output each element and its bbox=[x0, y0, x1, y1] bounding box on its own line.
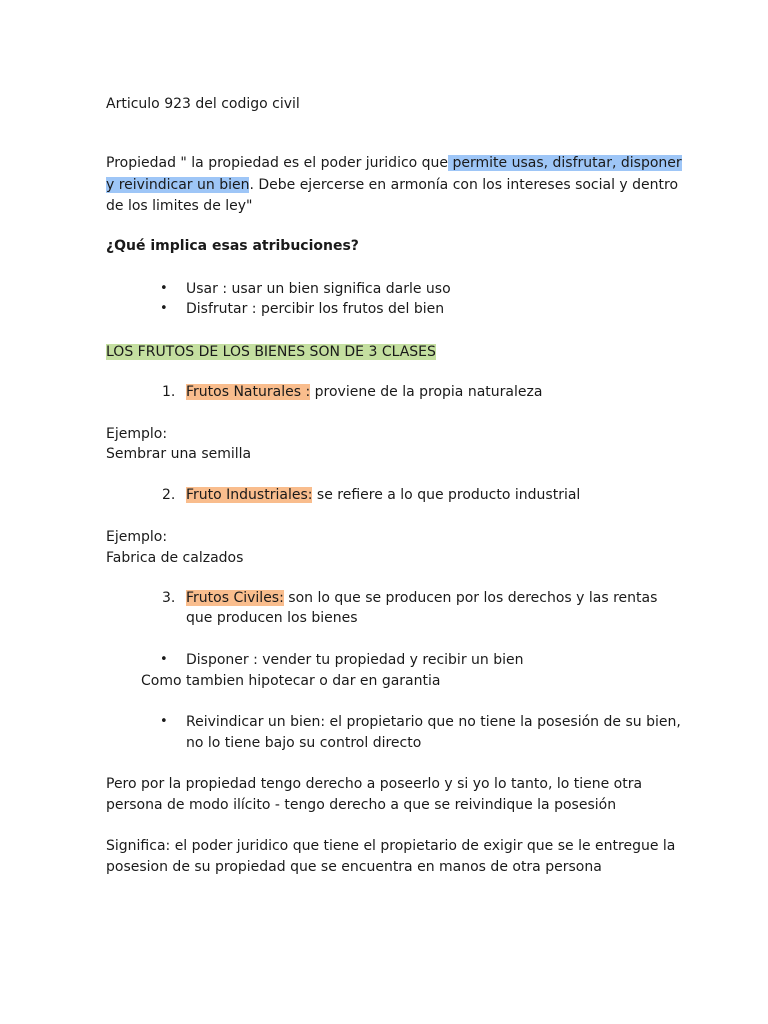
bullet-disfrutar: Disfrutar : percibir los frutos del bien bbox=[186, 301, 445, 317]
definition-suffix: . Debe ejercerse en armonía con los intereses social y dentro bbox=[249, 177, 679, 193]
definition-prefix: Propiedad " la propiedad es el poder juridico que bbox=[106, 155, 449, 171]
fruit-text: proviene de la propia naturaleza bbox=[310, 384, 543, 400]
bullet-reivindicar-cont: no lo tiene bajo su control directo bbox=[186, 735, 422, 751]
bullet-marker: • bbox=[160, 301, 168, 316]
bullet-marker: • bbox=[160, 714, 168, 729]
bullet-marker: • bbox=[160, 652, 168, 667]
bullet-disponer: Disponer : vender tu propiedad y recibir un bien bbox=[186, 652, 524, 668]
definition-highlight-2: y reivindicar un bien bbox=[106, 177, 250, 193]
fruit-number: 3. bbox=[162, 590, 176, 606]
bullet-usar: Usar : usar un bien significa darle uso bbox=[186, 281, 451, 297]
example-label: Ejemplo: bbox=[106, 529, 168, 545]
example-label: Ejemplo: bbox=[106, 426, 168, 442]
fruit-label: Fruto Industriales: bbox=[186, 487, 313, 503]
definition-line-1 bbox=[106, 153, 682, 173]
definition-line-3: de los limites de ley" bbox=[106, 198, 253, 214]
example-text: Fabrica de calzados bbox=[106, 550, 244, 566]
question-heading: ¿Qué implica esas atribuciones? bbox=[106, 238, 359, 254]
fruit-text: son lo que se producen por los derechos y las rentas bbox=[283, 590, 658, 606]
paragraph-1-line-2: persona de modo ilícito - tengo derecho a que se reivindique la posesión bbox=[106, 797, 617, 813]
fruit-label: Frutos Civiles: bbox=[186, 590, 284, 606]
fruit-label: Frutos Naturales : bbox=[186, 384, 311, 400]
fruit-item-civiles-cont: que producen los bienes bbox=[186, 610, 358, 626]
paragraph-1-line-1: Pero por la propiedad tengo derecho a poseerlo y si yo lo tanto, lo tiene otra bbox=[106, 776, 643, 792]
paragraph-2-line-2: posesion de su propiedad que se encuentra en manos de otra persona bbox=[106, 859, 602, 875]
fruit-item-naturales bbox=[186, 382, 542, 402]
bullet-reivindicar: Reivindicar un bien: el propietario que no tiene la posesión de su bien, bbox=[186, 714, 681, 730]
definition-line-2 bbox=[106, 175, 678, 195]
fruits-heading bbox=[106, 342, 436, 362]
bullet-marker: • bbox=[160, 281, 168, 296]
disponer-continuation: Como tambien hipotecar o dar en garantia bbox=[141, 673, 441, 689]
fruit-item-civiles bbox=[186, 588, 657, 608]
definition-highlight-1: permite usas, disfrutar, disponer bbox=[448, 155, 682, 171]
fruit-text: se refiere a lo que producto industrial bbox=[312, 487, 581, 503]
paragraph-2-line-1: Significa: el poder juridico que tiene el propietario de exigir que se le entregue la bbox=[106, 838, 676, 854]
example-text: Sembrar una semilla bbox=[106, 446, 252, 462]
fruits-heading-text: LOS FRUTOS DE LOS BIENES SON DE 3 CLASES bbox=[106, 344, 436, 360]
fruit-number: 2. bbox=[162, 487, 176, 503]
fruit-item-industriales bbox=[186, 485, 580, 505]
fruit-number: 1. bbox=[162, 384, 176, 400]
document-title: Articulo 923 del codigo civil bbox=[106, 96, 300, 112]
